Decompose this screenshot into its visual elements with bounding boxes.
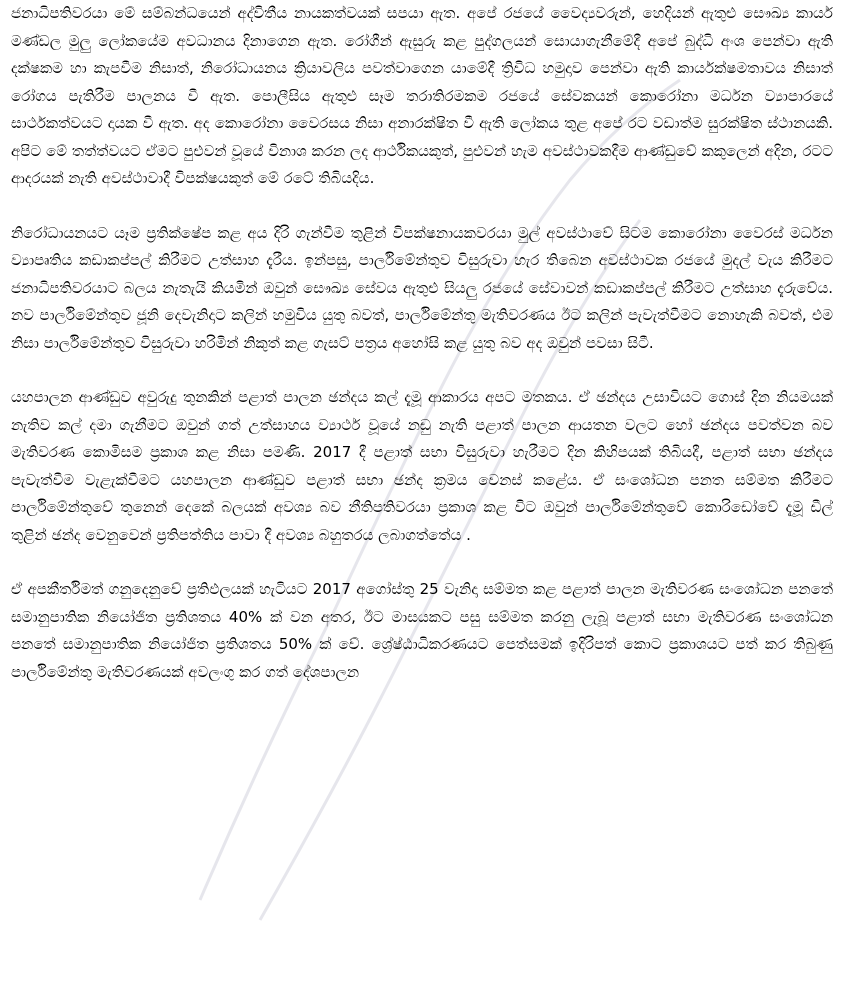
paragraph-4: ඒ අපකීර්තිමත් ගනුදෙනුවේ ප්‍රතිඵලයක් හැටියට 2017 අගෝස්තු 25 වැනිදා සම්මත කළ පළාත් පාලන මැතිවරණ සංශෝධන පනතේ සමානුපාතික නියෝජිත ප්‍රතිශතය 40% ක් වන අතර, ඊට මාසයකට පසු සම්මත කරනු ලැබූ පළාත් සභා මැතිවරණ සංශෝධන පනතේ සමානුපාතික නියෝජිත ප්‍රතිශතය 50% ක් වේ. ශ්‍රේෂ්ඨාධිකරණයට පෙත්සමක් ඉදිරිපත් කොට ප්‍රකාශයට පත් කර තිබුණු පාර්ලිමේන්තු මැතිවරණයක් අවලංගු කර ගත් දේශපාලන xyxy=(11,580,833,681)
paragraph-2: නිරෝධායනයට යෑම ප්‍රතික්ෂේප කළ අය දිරි ගැන්වීම තුළින් විපක්ෂනායකවරයා මුල් අවස්ථාවේ සිටම කොරෝනා වෛරස් මර්ධන ව්‍යාපෘතිය කඩාකප්පල් කිරීමට උත්සාහ දැරීය. ඉන්පසු, පාර්ලිමේන්තුව විසුරුවා හැර තිබෙන අවස්ථාවක රජයේ මුදල් වැය කිරීමට ජනාධිපතිවරයාට බලය නැතැයි කියමින් ඔවුන් සෞඛ්‍ය සේවය ඇතුළු සියලු රජයේ සේවාවන් කඩාකප්පල් කිරීමට උත්සාහ දැරුවේය. නව පාර්ලිමේන්තුව ජූනි දෙවැනිදාට කලින් හමුවිය යුතු බවත්, පාර්ලිමේන්තු මැතිවරණය ඊට කලින් පැවැත්වීමට නොහැකි බවත්, එම නිසා පාර්ලිමේන්තුව විසුරුවා හරිමින් නිකුත් කළ ගැසට් පත්‍රය අහෝසි කළ යුතු බව අද ඔවුන් පවසා සිටී. xyxy=(11,223,833,352)
paragraph-gap xyxy=(11,193,833,220)
paragraph-1: ජනාධිපතිවරයා මේ සම්බන්ධයෙන් අද්විතීය නායකත්වයක් සපයා ඇත. අපේ රජයේ වෛද්‍යවරුන්, හෙදියන් ඇතුළු සෞඛ්‍ය කාර්ය මණ්ඩල මුලු ලෝකයේම අවධානය දිනාගෙන ඇත. රෝගීන් ඇසුරු කළ පුද්ගලයන් සොයාගැනීමේදී අපේ බුද්ධි අංශ පෙන්වා ඇති දක්ෂකම හා කැපවීම නිසාත්, නිරෝධායනය ක්‍රියාවලිය පවත්වාගෙන යාමේදී ත්‍රිවිධ හමුදාව පෙන්වා ඇති කාර්යක්ෂමතාවය නිසාත් රෝගය පැතිරීම පාලනය වී ඇත. පොලීසිය ඇතුළු සෑම තරාතිරමකම රජයේ සේවකයන් කොරෝනා මර්ධන ව්‍යාපාරයේ සාර්ථකත්වයට දායක වී ඇත. අද කොරෝනා වෛරසය නිසා අනාරක්ෂිත වී ඇති ලෝකය තුළ අපේ රට වඩාත්ම සුරක්ෂිත ස්ථානයකි. අපිට මේ තත්ත්වයට ඒමට පුළුවන් වූයේ විනාශ කරන ලද ආර්ථිකයකුත්, පුළුවන් හැම අවස්ථාවකදීම ආණ්ඩුවේ කකුලෙන් අදින, රටට ආදරයක් නැති අවස්ථාවාදී විපක්ෂයකුත් මේ රටේ තිබියදිය. xyxy=(11,4,833,187)
paragraph-3: යහපාලන ආණ්ඩුව අවුරුදු තුනකින් පළාත් පාලන ඡන්දය කල් දැමූ ආකාරය අපට මතකය. ඒ ඡන්දය උසාවියට ගොස් දින නියමයක් නැතිව කල් දමා ගැනීමට ඔවුන් ගත් උත්සාහය ව්‍යාර්ථ වූයේ නඩු නැති පළාත් පාලන ආයතන වලට හෝ ඡන්දය පවත්වන බව මැතිවරණ කොමිසම ප්‍රකාශ කළ නිසා පමණි. 2017 දී පළාත් සභා විසුරුවා හැරීමට දින කිහිපයක් තිබියදී, පළාත් සභා ඡන්දය පැවැත්වීම වැළැක්වීමට යහපාලන ආණ්ඩුව පළාත් සභා ඡන්ද ක්‍රමය වෙනස් කළේය. ඒ සංශෝධන පනත සම්මත කිරීමට පාර්ලිමේන්තුවේ තුනෙන් දෙකේ බලයක් අවශ්‍ය බව නීතිපතිවරයා ප්‍රකාශ කළ විට ඔවුන් පාර්ලිමේන්තුවේ කොරිඩෝවේ දැමූ ඩීල් තුළින් ඡන්ද වෙනුවෙන් ප්‍රතිපත්තිය පාවා දී අවශ්‍ය බහුතරය ලබාගත්තේය . xyxy=(11,388,833,544)
paragraph-gap xyxy=(11,549,833,576)
paragraph-gap xyxy=(11,357,833,384)
